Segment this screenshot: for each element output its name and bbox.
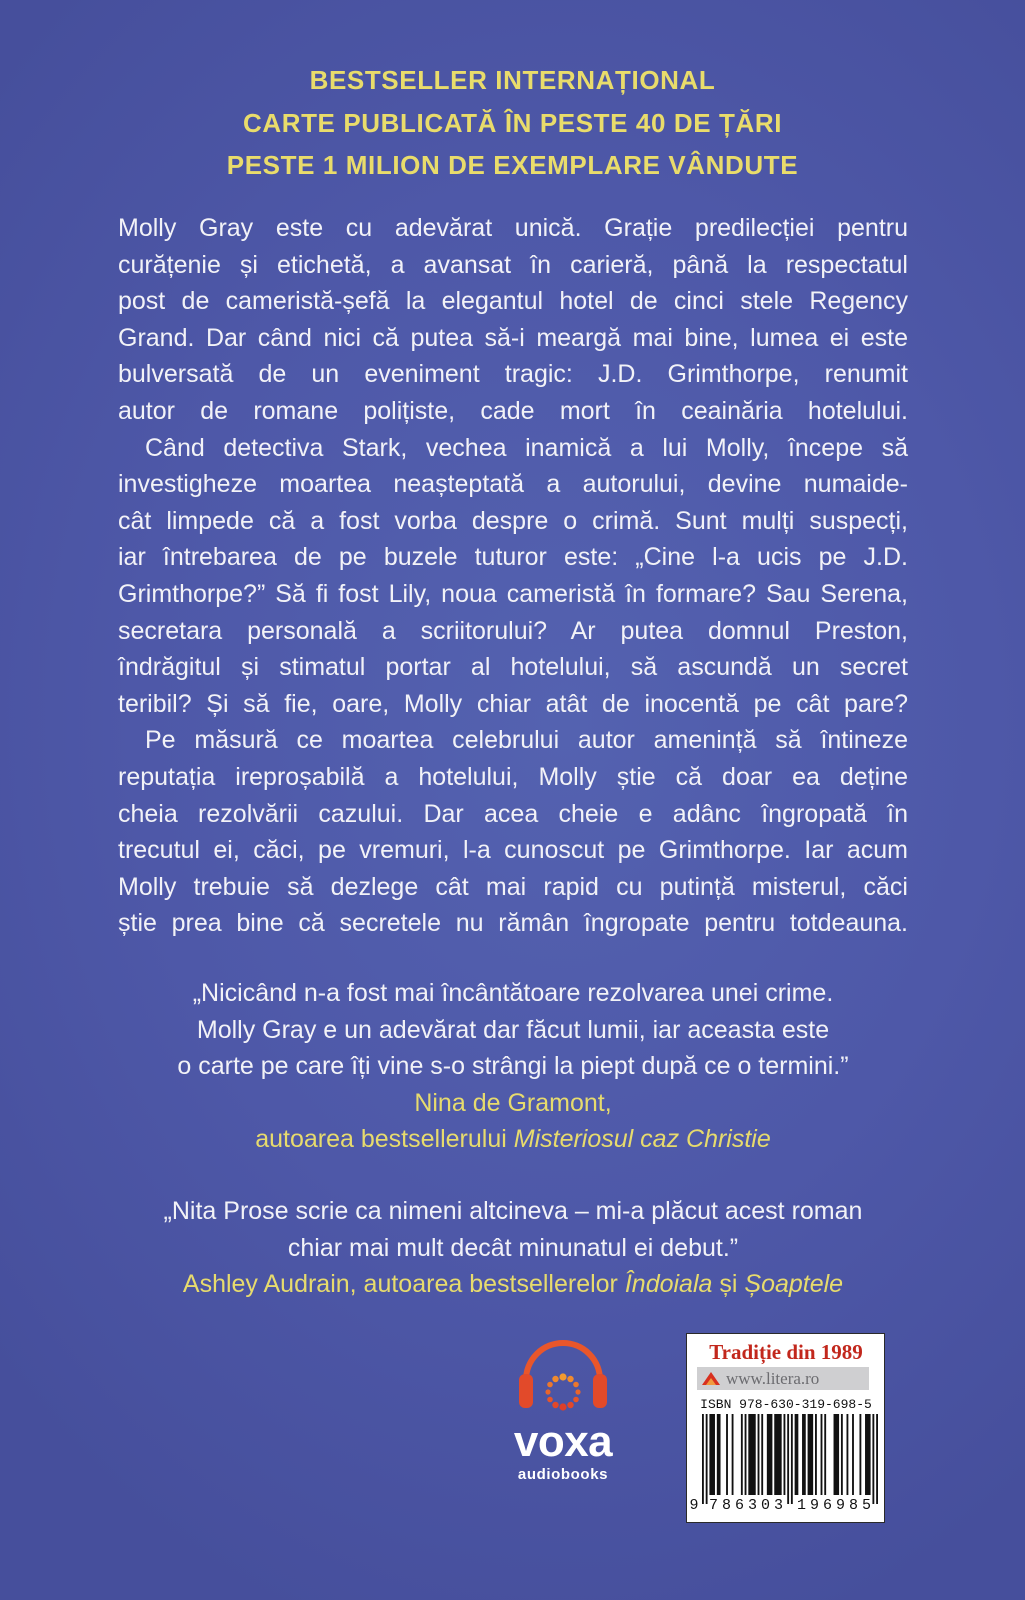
publisher-logo-tagline: audiobooks (517, 1466, 609, 1483)
logo-dot (547, 1382, 553, 1388)
barcode-bar (774, 1414, 781, 1495)
review-line: chiar mai mult decât minunatul ei debut.” (287, 1233, 739, 1262)
barcode-bar (726, 1414, 728, 1495)
blurb-paragraph-3 (118, 722, 908, 942)
sound-dots (545, 1373, 580, 1410)
blurb-line: investigheze moartea neașteptată a autorului, devine numaide- (118, 470, 908, 499)
review-author: Nina de Gramont, (414, 1088, 612, 1117)
barcode-bar (748, 1414, 755, 1495)
barcode-bar (821, 1414, 823, 1495)
blurb-line: cât limpede că a fost vorba despre o crimă. Sunt mulți suspecți, (118, 506, 908, 535)
logo-dot (559, 1403, 566, 1410)
headline-countries: CARTE PUBLICATĂ ÎN PESTE 40 DE ȚĂRI (242, 107, 783, 138)
barcode-bar (847, 1414, 849, 1495)
barcode-bar (859, 1414, 861, 1495)
review-quote-1 (118, 975, 908, 1158)
blurb-line: Grand. Dar când nici că putea să-i meargă mai bine, lumea ei este (118, 323, 908, 352)
blurb-line: reputația ireproșabilă a hotelului, Molly știe că doar ea deține (118, 762, 908, 791)
logo-dot (575, 1389, 580, 1394)
review-line: „Nita Prose scrie ca nimeni altcineva – mi-a plăcut acest roman (163, 1197, 863, 1225)
barcode-bar (802, 1414, 806, 1495)
headline-bestseller: BESTSELLER INTERNAȚIONAL (309, 65, 716, 95)
review-credit-text: autoarea bestsellerului (255, 1125, 507, 1154)
blurb-line: teribil? Și să fie, oare, Molly chiar atât de inocentă pe cât pare? (118, 689, 908, 718)
review-credit-text: Ashley Audrain, autoarea bestsellerelor (182, 1270, 618, 1299)
barcode-bar (741, 1414, 743, 1495)
barcode-bar (732, 1414, 734, 1495)
barcode-digits-left: 786303 (708, 1497, 787, 1514)
logo-dot (547, 1397, 553, 1403)
logo-dot (567, 1402, 573, 1408)
blurb-paragraph-2 (118, 430, 908, 723)
blurb-paragraph-1 (118, 210, 908, 430)
review-credit (118, 1266, 908, 1303)
review-book-title: Șoaptele (744, 1270, 844, 1299)
barcode-bar (745, 1414, 747, 1495)
headphones-icon (515, 1338, 611, 1418)
blurb-line: curățenie și etichetă, a avansat în carieră, până la respectatul (118, 250, 908, 279)
isbn-number: ISBN 978-630-319-698-5 (700, 1397, 872, 1412)
right-earcup (593, 1374, 607, 1408)
barcode-guard-bar (872, 1414, 874, 1504)
barcode-digit-first: 9 (689, 1497, 699, 1514)
barcode-bar (808, 1414, 814, 1495)
barcode-guard-bar (876, 1414, 878, 1504)
blurb-line: trecutul ei, căci, pe vremuri, l-a cunoscut pe Grimthorpe. Iar acum (118, 836, 908, 865)
headline-block (0, 59, 1025, 187)
review-line: o carte pe care îți vine s-o strângi la piept după ce o termini.” (177, 1052, 849, 1081)
review-credit (118, 1121, 908, 1158)
barcode-bar (761, 1414, 763, 1495)
barcode-bar (841, 1414, 843, 1495)
logo-dot (552, 1376, 558, 1382)
logo-dot (545, 1389, 550, 1394)
barcode-guard-bar (706, 1414, 708, 1504)
barcode-bar (824, 1414, 826, 1495)
barcode-guard-bar (787, 1414, 789, 1504)
publisher-website: www.litera.ro (726, 1369, 820, 1388)
barcode-bar (815, 1414, 817, 1495)
blurb-line: iar întrebarea de pe buzele tuturor este: „Cine l-a ucis pe J.D. (118, 543, 908, 572)
logo-dot (573, 1382, 579, 1388)
ean13-barcode (702, 1414, 878, 1504)
barcode-bar (784, 1414, 786, 1495)
barcode-guard-bar (702, 1414, 704, 1504)
review-line: Molly Gray e un adevărat dar făcut lumii, iar aceasta este (196, 1015, 830, 1044)
barcode-bar (865, 1414, 871, 1495)
blurb-line: îndrăgitul și stimatul portar al hotelului, să ascundă un secret (118, 653, 908, 682)
blurb-line: cheia rezolvării cazului. Dar acea cheie e adânc îngropată în (118, 799, 908, 828)
litera-logo-icon (700, 1369, 722, 1388)
review-line: „Nicicând n-a fost mai încântătoare rezolvarea unei crime. (192, 979, 834, 1007)
barcode-guard-bar (791, 1414, 793, 1504)
barcode-bar (795, 1414, 799, 1495)
barcode-bar (717, 1414, 721, 1495)
blurb-line: Pe măsură ce moartea celebrului autor amenință să întineze (145, 726, 908, 755)
review-book-title: Îndoiala (624, 1270, 713, 1299)
blurb-line: post de cameristă-șefă la elegantul hotel de cinci stele Regency (118, 287, 908, 316)
blurb-line: secretara personală a scriitorului? Ar putea domnul Preston, (118, 616, 908, 645)
barcode-digits-right: 196985 (796, 1497, 875, 1514)
review-book-title: Misteriosul caz Christie (513, 1125, 771, 1154)
logo-dot (552, 1402, 558, 1408)
blurb-line: Grimthorpe?” Să fi fost Lily, noua cameristă în formare? Sau Serena, (118, 579, 908, 608)
review-quote-2 (118, 1193, 908, 1303)
logo-dot (567, 1376, 573, 1382)
blurb-line: autor de romane polițiste, cade mort în ceainăria hotelului. (118, 396, 908, 425)
barcode-bar (852, 1414, 854, 1495)
barcode-bar (767, 1414, 773, 1495)
publisher-logo-brand: voxa (513, 1417, 613, 1466)
left-earcup (519, 1374, 533, 1408)
logo-dot (573, 1397, 579, 1403)
barcode-bar (709, 1414, 715, 1495)
publisher-tagline: Tradiție din 1989 (709, 1340, 863, 1364)
barcode-bar (834, 1414, 840, 1495)
blurb-line: Când detectiva Stark, vechea inamică a lui Molly, începe să (145, 433, 908, 462)
book-description (118, 210, 908, 942)
blurb-line: bulversată de un eveniment tragic: J.D. Grimthorpe, renumit (118, 360, 908, 389)
headline-copies-sold: PESTE 1 MILION DE EXEMPLARE VÂNDUTE (226, 150, 799, 180)
blurb-line: Molly trebuie să dezlege cât mai rapid cu putință misterul, căci (118, 872, 908, 901)
blurb-line: Molly Gray este cu adevărat unică. Grație predilecției pentru (118, 214, 908, 242)
barcode-bar (758, 1414, 760, 1495)
blurb-line: știe prea bine că secretele nu rămân îngropate pentru totdeauna. (118, 909, 908, 938)
logo-dot (559, 1373, 566, 1380)
review-conjunction: și (719, 1270, 738, 1299)
